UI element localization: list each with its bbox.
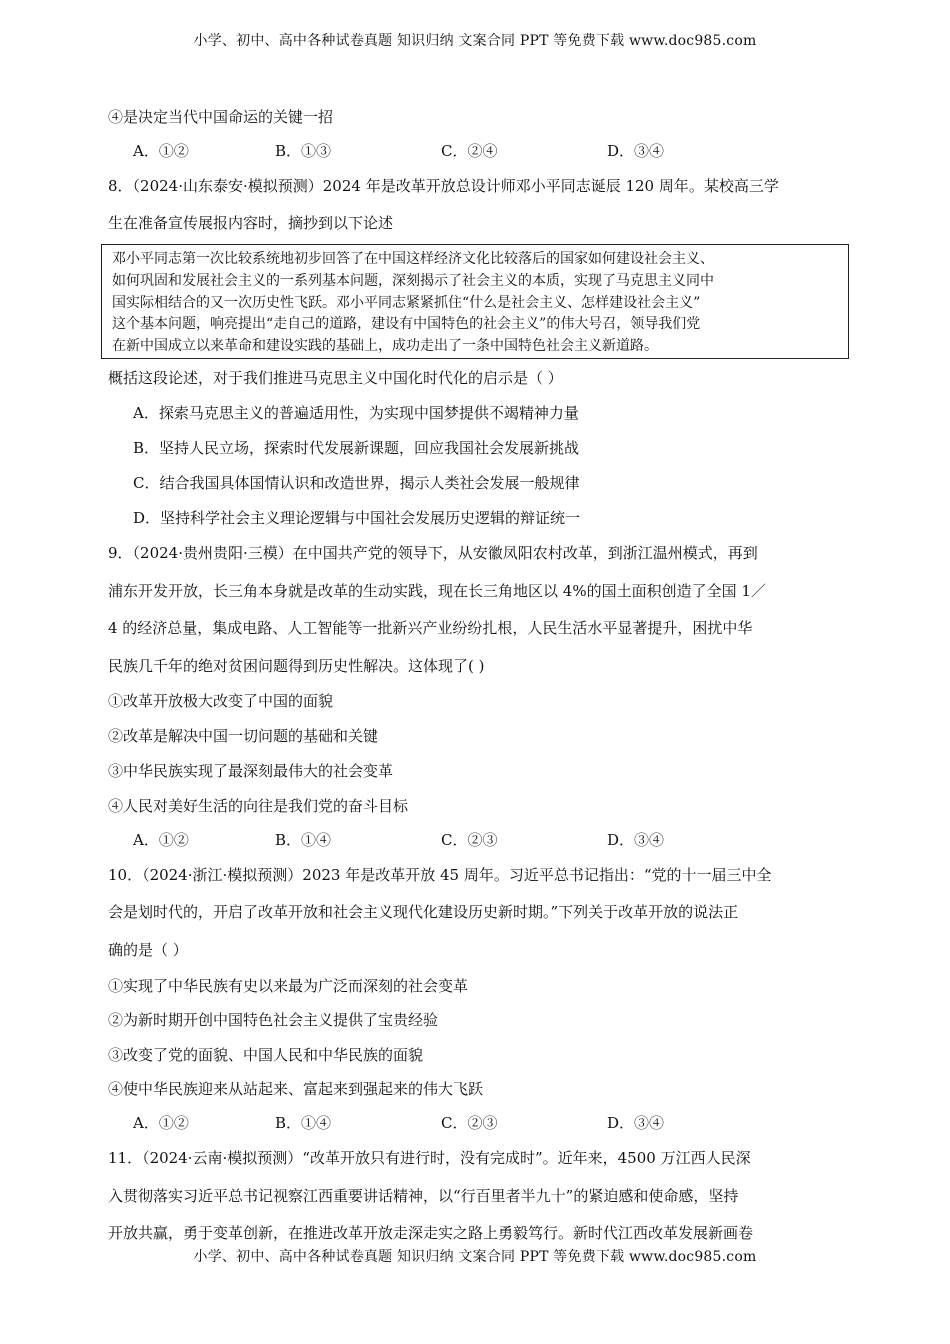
q11-stem-line: 11．（2024·云南·模拟预测）“改革开放只有进行时，没有完成时”。近年来，4500 万江西人民深 bbox=[108, 1149, 751, 1167]
q8-stem-line: 8．（2024·山东泰安·模拟预测）2024 年是改革开放总设计师邓小平同志诞辰 120 周年。某校高三学 bbox=[108, 177, 779, 195]
q9-stem-line: 4 的经济总量，集成电路、人工智能等一批新兴产业纷纷扎根，人民生活水平显著提升，困扰中华 bbox=[108, 619, 753, 637]
q8-quote-line: 这个基本问题，响亮提出“走自己的道路，建设有中国特色的社会主义”的伟大号召，领导我们党 bbox=[112, 316, 701, 333]
q9-option-b[interactable]: B．①④ bbox=[275, 831, 332, 849]
q10-option-b[interactable]: B．①④ bbox=[275, 1114, 332, 1132]
q9-statement-4: ④人民对美好生活的向往是我们党的奋斗目标 bbox=[108, 797, 409, 815]
q8-quote-box bbox=[101, 244, 849, 359]
q10-stem-line: 10．（2024·浙江·模拟预测）2023 年是改革开放 45 周年。习近平总书记指出：“党的十一届三中全 bbox=[108, 866, 772, 884]
q11-stem-line: 开放共赢，勇于变革创新，在推进改革开放走深走实之路上勇毅笃行。新时代江西改革发展新画卷 bbox=[108, 1224, 754, 1242]
q10-statement-2: ②为新时期开创中国特色社会主义提供了宝贵经验 bbox=[108, 1011, 439, 1029]
q9-option-a[interactable]: A．①② bbox=[133, 831, 189, 849]
q10-stem-line: 确的是（ ） bbox=[108, 941, 188, 959]
q7-option-b[interactable]: B．①③ bbox=[275, 142, 332, 160]
q10-options bbox=[133, 1112, 773, 1132]
q8-option-a[interactable]: A．探索马克思主义的普遍适用性，为实现中国梦提供不竭精神力量 bbox=[133, 404, 579, 422]
q7-option-a[interactable]: A．①② bbox=[133, 142, 189, 160]
q10-option-a[interactable]: A．①② bbox=[133, 1114, 189, 1132]
q7-options bbox=[133, 140, 773, 160]
q10-option-c[interactable]: C．②③ bbox=[441, 1114, 498, 1132]
q10-statement-1: ①实现了中华民族有史以来最为广泛而深刻的社会变革 bbox=[108, 977, 469, 995]
q9-option-d[interactable]: D．③④ bbox=[607, 831, 665, 849]
q9-statement-3: ③中华民族实现了最深刻最伟大的社会变革 bbox=[108, 762, 394, 780]
q9-stem-line: 9．（2024·贵州贵阳·三模）在中国共产党的领导下，从安徽凤阳农村改革，到浙江温州模式，再到 bbox=[108, 544, 758, 562]
q9-statement-2: ②改革是解决中国一切问题的基础和关键 bbox=[108, 727, 379, 745]
q8-quote-line: 在新中国成立以来革命和建设实践的基础上，成功走出了一条中国特色社会主义新道路。 bbox=[112, 338, 658, 355]
q10-option-d[interactable]: D．③④ bbox=[607, 1114, 665, 1132]
q7-option-d[interactable]: D．③④ bbox=[607, 142, 665, 160]
q8-option-b[interactable]: B．坚持人民立场，探索时代发展新课题，回应我国社会发展新挑战 bbox=[133, 439, 580, 457]
q8-option-c[interactable]: C．结合我国具体国情认识和改造世界，揭示人类社会发展一般规律 bbox=[133, 474, 580, 492]
q10-statement-4: ④使中华民族迎来从站起来、富起来到强起来的伟大飞跃 bbox=[108, 1080, 484, 1098]
q8-question: 概括这段论述，对于我们推进马克思主义中国化时代化的启示是（ ） bbox=[108, 369, 563, 387]
q8-stem-line: 生在准备宣传展报内容时，摘抄到以下论述 bbox=[108, 214, 394, 232]
page-footer: 小学、初中、高中各种试卷真题 知识归纳 文案合同 PPT 等免费下载 www.doc985.com bbox=[193, 1249, 757, 1265]
q11-stem-line: 入贯彻落实习近平总书记视察江西重要讲话精神，以“行百里者半九十”的紧迫感和使命感，坚持 bbox=[108, 1187, 739, 1205]
q10-stem-line: 会是划时代的，开启了改革开放和社会主义现代化建设历史新时期。”下列关于改革开放的说法正 bbox=[108, 903, 739, 921]
q9-statement-1: ①改革开放极大改变了中国的面貌 bbox=[108, 692, 334, 710]
q8-quote-line: 邓小平同志第一次比较系统地初步回答了在中国这样经济文化比较落后的国家如何建设社会主义、 bbox=[112, 251, 714, 267]
q10-statement-3: ③改变了党的面貌、中国人民和中华民族的面貌 bbox=[108, 1046, 424, 1064]
q7-option-c[interactable]: C．②④ bbox=[441, 142, 498, 160]
q9-stem-line: 民族几千年的绝对贫困问题得到历史性解决。这体现了( ) bbox=[108, 657, 485, 675]
q8-option-d[interactable]: D．坚持科学社会主义理论逻辑与中国社会发展历史逻辑的辩证统一 bbox=[133, 509, 581, 527]
q8-quote-line: 如何巩固和发展社会主义的一系列基本问题，深刻揭示了社会主义的本质，实现了马克思主义同中 bbox=[112, 272, 714, 289]
q7-statement-4: ④是决定当代中国命运的关键一招 bbox=[108, 108, 334, 126]
q9-stem-line: 浦东开发开放，长三角本身就是改革的生动实践，现在长三角地区以 4%的国土面积创造了全国 1／ bbox=[108, 582, 766, 600]
q9-options bbox=[133, 829, 773, 849]
q9-option-c[interactable]: C．②③ bbox=[441, 831, 498, 849]
q8-quote-line: 国实际相结合的又一次历史性飞跃。邓小平同志紧紧抓住“什么是社会主义、怎样建设社会主义” bbox=[112, 294, 701, 311]
page-header: 小学、初中、高中各种试卷真题 知识归纳 文案合同 PPT 等免费下载 www.doc985.com bbox=[193, 33, 757, 49]
